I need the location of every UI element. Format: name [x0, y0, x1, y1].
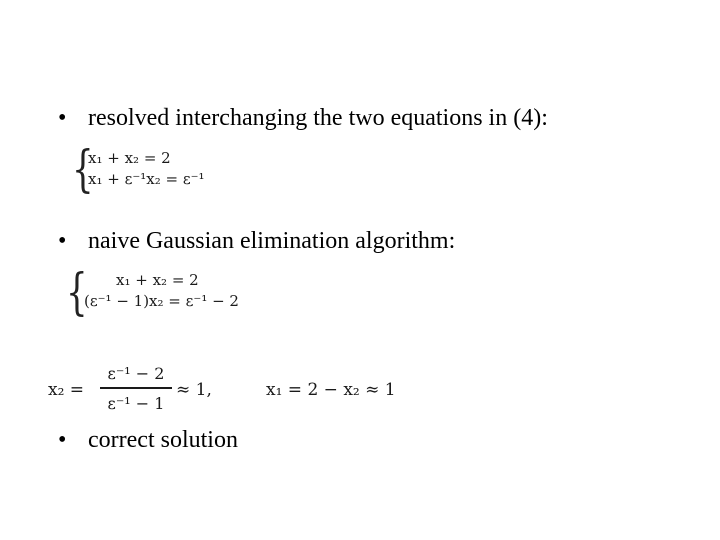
- fraction-denominator: ε⁻¹ − 1: [107, 394, 165, 413]
- solution-lhs: x₂ =: [48, 380, 85, 400]
- equation-row: (ε⁻¹ − 1)x₂ = ε⁻¹ − 2: [84, 292, 239, 310]
- bullet-correct-solution: [58, 426, 238, 454]
- solution-approx: ≈ 1,: [176, 380, 212, 400]
- bullet-naive-gaussian: [58, 227, 455, 255]
- solution-formula: [48, 362, 428, 418]
- fraction-bar: [100, 387, 172, 389]
- left-brace: {: [66, 264, 88, 322]
- equation-system-eliminated: [66, 264, 286, 322]
- equation-system-interchanged: [72, 141, 272, 199]
- fraction-numerator: ε⁻¹ − 2: [107, 364, 165, 383]
- bullet-text: correct solution: [88, 427, 238, 453]
- bullet-text: resolved interchanging the two equations in (4):: [88, 105, 548, 131]
- solution-x1: x₁ = 2 − x₂ ≈ 1: [266, 380, 396, 400]
- equation-row: x₁ + x₂ = 2: [88, 149, 171, 167]
- equation-row: x₁ + ε⁻¹x₂ = ε⁻¹: [88, 170, 205, 188]
- left-brace: {: [72, 141, 94, 199]
- bullet-marker: •: [58, 105, 67, 131]
- equation-row: x₁ + x₂ = 2: [116, 271, 199, 289]
- bullet-marker: •: [58, 228, 67, 254]
- bullet-marker: •: [58, 427, 67, 453]
- bullet-text: naive Gaussian elimination algorithm:: [88, 228, 456, 254]
- fraction: [100, 362, 172, 416]
- bullet-interchanging: [58, 104, 548, 132]
